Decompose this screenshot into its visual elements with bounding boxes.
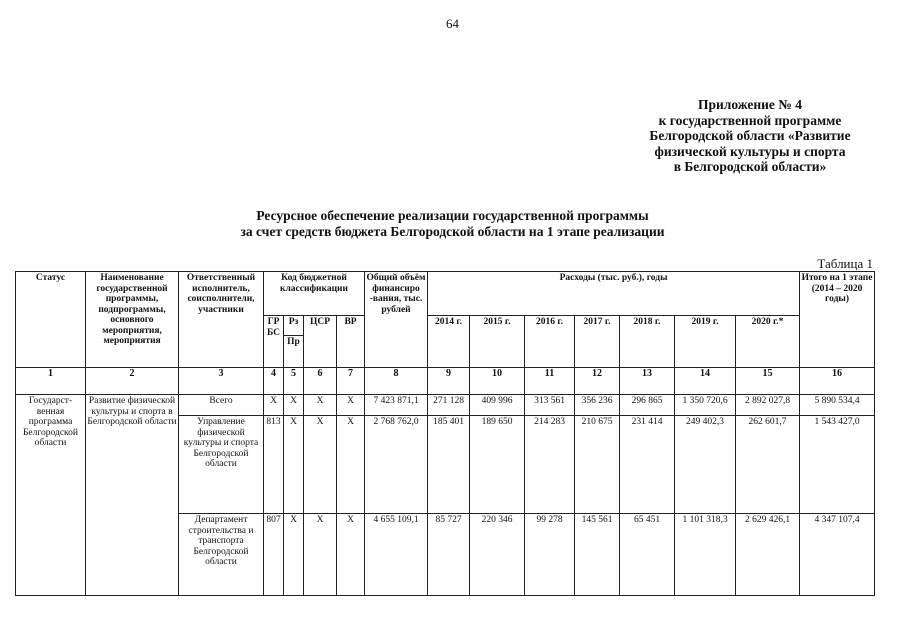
appendix-line: Белгородской области «Развитие xyxy=(649,128,851,143)
stage-total-cell: 4 347 107,4 xyxy=(800,514,875,596)
table-row xyxy=(16,395,875,416)
column-number: 1 xyxy=(16,368,86,395)
year-value-cell: 231 414 xyxy=(620,416,675,514)
year-value-cell: 271 128 xyxy=(428,395,470,416)
appendix-heading xyxy=(600,97,900,175)
grbs-cell: 813 xyxy=(264,416,284,514)
page-number: 64 xyxy=(446,16,459,31)
grbs-cell: 807 xyxy=(264,514,284,596)
header-year-2015: 2015 г. xyxy=(470,316,525,368)
year-value-cell: 1 350 720,6 xyxy=(675,395,736,416)
column-number: 13 xyxy=(620,368,675,395)
column-number: 15 xyxy=(736,368,800,395)
year-value-cell: 249 402,3 xyxy=(675,416,736,514)
grbs-cell: Х xyxy=(264,395,284,416)
column-number: 16 xyxy=(800,368,875,395)
appendix-line: к государственной программе xyxy=(658,112,842,128)
rz-pr-cell: Х xyxy=(284,395,304,416)
responsible-cell: Управление физической культуры и спорта Белгородской области xyxy=(179,416,264,514)
stage-total-cell: 5 890 534,4 xyxy=(800,395,875,416)
year-value-cell: 1 101 318,3 xyxy=(675,514,736,596)
column-number: 2 xyxy=(86,368,179,395)
year-value-cell: 85 727 xyxy=(428,514,470,596)
header-year-2014: 2014 г. xyxy=(428,316,470,368)
year-value-cell: 185 401 xyxy=(428,416,470,514)
csr-cell: Х xyxy=(304,395,337,416)
year-value-cell: 99 278 xyxy=(525,514,575,596)
year-value-cell: 313 561 xyxy=(525,395,575,416)
responsible-cell: Всего xyxy=(179,395,264,416)
responsible-cell: Департамент строительства и транспорта Белгородской области xyxy=(179,514,264,596)
column-number: 5 xyxy=(284,368,304,395)
total-financing-cell: 2 768 762,0 xyxy=(365,416,428,514)
rz-pr-cell: Х xyxy=(284,514,304,596)
column-number: 9 xyxy=(428,368,470,395)
year-value-cell: 65 451 xyxy=(620,514,675,596)
year-value-cell: 189 650 xyxy=(470,416,525,514)
status-cell: Государст- венная программа Белгородской области xyxy=(16,395,86,596)
header-total-financing: Общий объём финансиро -вания, тыс. рублей xyxy=(365,272,428,368)
year-value-cell: 214 283 xyxy=(525,416,575,514)
appendix-line: физической культуры и спорта xyxy=(654,143,846,159)
year-value-cell: 262 601,7 xyxy=(736,416,800,514)
appendix-line: Приложение № 4 xyxy=(698,97,802,112)
column-number: 12 xyxy=(575,368,620,395)
appendix-line: в Белгородской области» xyxy=(673,159,827,174)
header-budget-code: Код бюджетной классификации xyxy=(264,272,365,316)
program-name-cell: Развитие физической культуры и спорта в Белгородской области xyxy=(86,395,179,596)
title-line: Ресурсное обеспечение реализации государственной программы xyxy=(256,208,649,223)
header-responsible: Ответственный исполнитель, соисполнители, участники xyxy=(179,272,264,368)
budget-table xyxy=(15,271,875,596)
header-csr: ЦСР xyxy=(304,316,337,368)
header-year-2020: 2020 г.* xyxy=(736,316,800,368)
stage-total-cell: 1 543 427,0 xyxy=(800,416,875,514)
header-rz: Рз xyxy=(284,316,304,336)
year-value-cell: 296 865 xyxy=(620,395,675,416)
vr-cell: Х xyxy=(337,395,365,416)
header-vr: ВР xyxy=(337,316,365,368)
header-name: Наименование государственной программы, подпрограммы, основного мероприятия, мероприятия xyxy=(86,272,179,368)
title-line: за счет средств бюджета Белгородской области на 1 этапе реализации xyxy=(240,224,665,239)
year-value-cell: 145 561 xyxy=(575,514,620,596)
column-numbers-row xyxy=(16,368,875,395)
csr-cell: Х xyxy=(304,416,337,514)
table-label: Таблица 1 xyxy=(817,256,873,271)
year-value-cell: 2 892 027,8 xyxy=(736,395,800,416)
header-year-2019: 2019 г. xyxy=(675,316,736,368)
year-value-cell: 210 675 xyxy=(575,416,620,514)
header-status: Статус xyxy=(16,272,86,368)
header-expenses: Расходы (тыс. руб.), годы xyxy=(428,272,800,316)
column-number: 7 xyxy=(337,368,365,395)
header-year-2018: 2018 г. xyxy=(620,316,675,368)
document-title xyxy=(0,208,905,240)
rz-pr-cell: Х xyxy=(284,416,304,514)
vr-cell: Х xyxy=(337,514,365,596)
column-number: 14 xyxy=(675,368,736,395)
column-number: 6 xyxy=(304,368,337,395)
header-year-2017: 2017 г. xyxy=(575,316,620,368)
column-number: 11 xyxy=(525,368,575,395)
column-number: 4 xyxy=(264,368,284,395)
header-year-2016: 2016 г. xyxy=(525,316,575,368)
year-value-cell: 2 629 426,1 xyxy=(736,514,800,596)
header-grbs: ГР БС xyxy=(264,316,284,368)
column-number: 10 xyxy=(470,368,525,395)
total-financing-cell: 7 423 871,1 xyxy=(365,395,428,416)
year-value-cell: 356 236 xyxy=(575,395,620,416)
year-value-cell: 409 996 xyxy=(470,395,525,416)
year-value-cell: 220 346 xyxy=(470,514,525,596)
column-number: 3 xyxy=(179,368,264,395)
total-financing-cell: 4 655 109,1 xyxy=(365,514,428,596)
csr-cell: Х xyxy=(304,514,337,596)
header-pr: Пр xyxy=(284,336,304,368)
header-stage-total: Итого на 1 этапе (2014 – 2020 годы) xyxy=(800,272,875,368)
vr-cell: Х xyxy=(337,416,365,514)
column-number: 8 xyxy=(365,368,428,395)
